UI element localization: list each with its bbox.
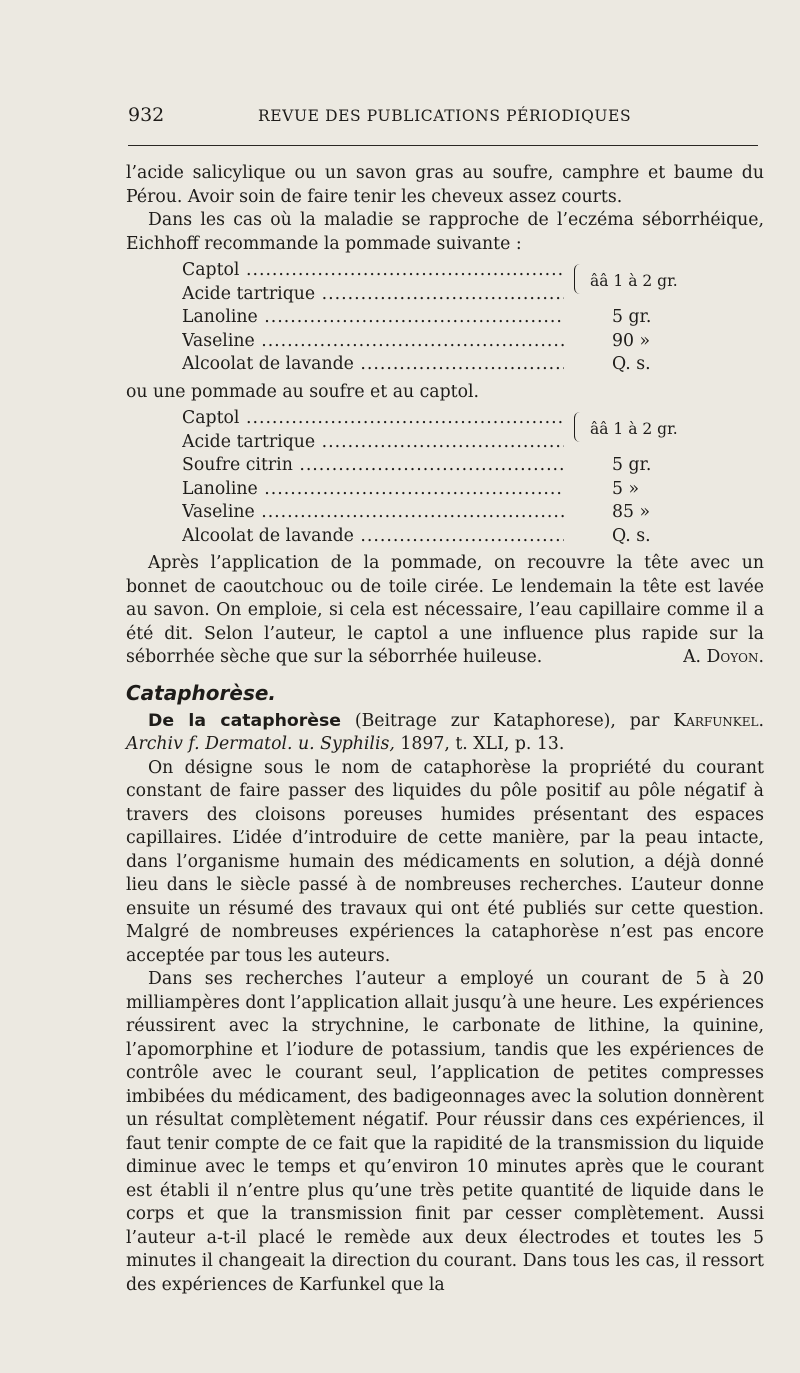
- after-recipe-text: Après l’application de la pommade, on recouvre la tête avec un bonnet de caoutchouc ou de toile cirée. Le lendemain la tête est lavée au savon. On emploie, si cela est nécessaire, l’eau capillaire comme il a été dit. Selon l’auteur, le captol a une influence plus rapide sur la séborrhée sèche que sur la séborrhée huileuse.: [126, 553, 764, 667]
- ingredient-name: Lanoline .....: [182, 306, 564, 330]
- ingredient-quantity: Q. s.: [612, 525, 651, 546]
- ingredient-quantity: 90 »: [612, 330, 651, 351]
- recipe-row: [182, 330, 706, 354]
- ingredient-name: Captol .....: [182, 407, 564, 431]
- recipe-row: [182, 501, 706, 525]
- recipe-row: [182, 283, 706, 307]
- ingredient-name: Acide tartrique .....: [182, 283, 564, 307]
- ingredient-name: Alcoolat de lavande .....: [182, 525, 564, 549]
- recipe-row: [182, 259, 706, 283]
- ingredient-name: Vaseline .....: [182, 330, 564, 354]
- ingredient-quantity: 5 »: [612, 478, 640, 499]
- recipe-row: [182, 431, 706, 455]
- recipe-1: [182, 259, 706, 377]
- recipe-row: [182, 525, 706, 549]
- page-body: [126, 162, 764, 1297]
- ingredient-quantity: 5 gr.: [612, 455, 652, 475]
- citation-text: (Beitrage zur Kataphorese), par: [341, 710, 674, 731]
- ingredient-quantity: 5 gr.: [612, 307, 652, 327]
- recipe-row: [182, 478, 706, 502]
- after-recipe-paragraph: [126, 552, 764, 670]
- ingredient-name: Alcoolat de lavande .....: [182, 353, 564, 377]
- recipe-2: [182, 407, 706, 548]
- intro-paragraph-2: Dans les cas où la maladie se rapproche de l’eczéma séborrhéique, Eichhoff recommande la pommade suivante :: [126, 210, 764, 254]
- brace-quantity: ââ 1 à 2 gr.: [590, 272, 678, 290]
- article-paragraph-1: On désigne sous le nom de cataphorèse la propriété du courant constant de faire passer des liquides du pôle positif au pôle négatif à travers des cloisons poreuses humides présentant des espaces capillaires. L’idée d’introduire de cette manière, par la peau intacte, dans l’organisme humain des médicaments en solution, a déjà donné lieu dans le siècle passé à de nombreuses recherches. L’auteur donne ensuite un résumé des travaux qui ont été publiés sur cette question. Malgré de nombreuses expériences la cataphorèse n’est pas encore acceptée par tous les auteurs.: [126, 757, 764, 966]
- citation-details: 1897, t. XLI, p. 13.: [394, 734, 565, 754]
- ingredient-quantity: Q. s.: [612, 354, 651, 374]
- ingredient-name: Vaseline .....: [182, 501, 564, 525]
- ingredient-name: Acide tartrique .....: [182, 431, 564, 455]
- article-paragraph-2: Dans ses recherches l’auteur a employé un courant de 5 à 20 milliampères dont l’application allait jusqu’à une heure. Les expériences réussirent avec la strychnine, le carbonate de lithine, la quinine, l’apomorphine et l’iodure de potassium, tandis que les expériences de contrôle avec le courant seul, l’application de petites compresses imbibées du médicament, des badigeonnages avec la solution donnèrent un résultat complètement négatif. Pour réussir dans ces expériences, il faut tenir compte de ce fait que la rapidité de la transmission du liquide diminue avec le temps et qu’environ 10 minutes après que le courant est établi il n’entre plus qu’une très petite quantité de liquide dans le corps et que la transmission finit par cesser complètement. Aussi l’auteur a-t-il placé le remède aux deux électrodes et toutes les 5 minutes il changeait la direction du courant. Dans tous les cas, il ressort des expériences de Karfunkel que la: [126, 969, 764, 1295]
- ingredient-name: Captol .....: [182, 259, 564, 283]
- recipe-row: [182, 407, 706, 431]
- recipe-row: [182, 353, 706, 377]
- page-header: [128, 104, 758, 134]
- brace-quantity: ââ 1 à 2 gr.: [590, 420, 678, 438]
- header-rule: [128, 145, 758, 146]
- running-title: REVUE DES PUBLICATIONS PÉRIODIQUES: [258, 107, 632, 125]
- ingredient-quantity: 85 »: [612, 502, 651, 522]
- ingredient-name: Lanoline .....: [182, 478, 564, 502]
- author-signature: A. Doyon.: [683, 647, 764, 667]
- recipe-row: [182, 306, 706, 330]
- between-text: ou une pommade au soufre et au captol.: [126, 381, 480, 402]
- ingredient-name: Soufre citrin .....: [182, 454, 564, 478]
- article-citation: [126, 710, 764, 757]
- article-title: De la cataphorèse: [148, 710, 342, 731]
- section-heading: Cataphorèse.: [126, 680, 277, 705]
- recipe-row: [182, 454, 706, 478]
- page-number: 932: [128, 104, 165, 126]
- citation-journal: Archiv f. Dermatol. u. Syphilis,: [126, 734, 395, 754]
- intro-paragraph-1: l’acide salicylique ou un savon gras au soufre, camphre et baume du Pérou. Avoir soin de faire tenir les cheveux assez courts.: [126, 163, 764, 207]
- citation-author: Karfunkel.: [673, 710, 764, 731]
